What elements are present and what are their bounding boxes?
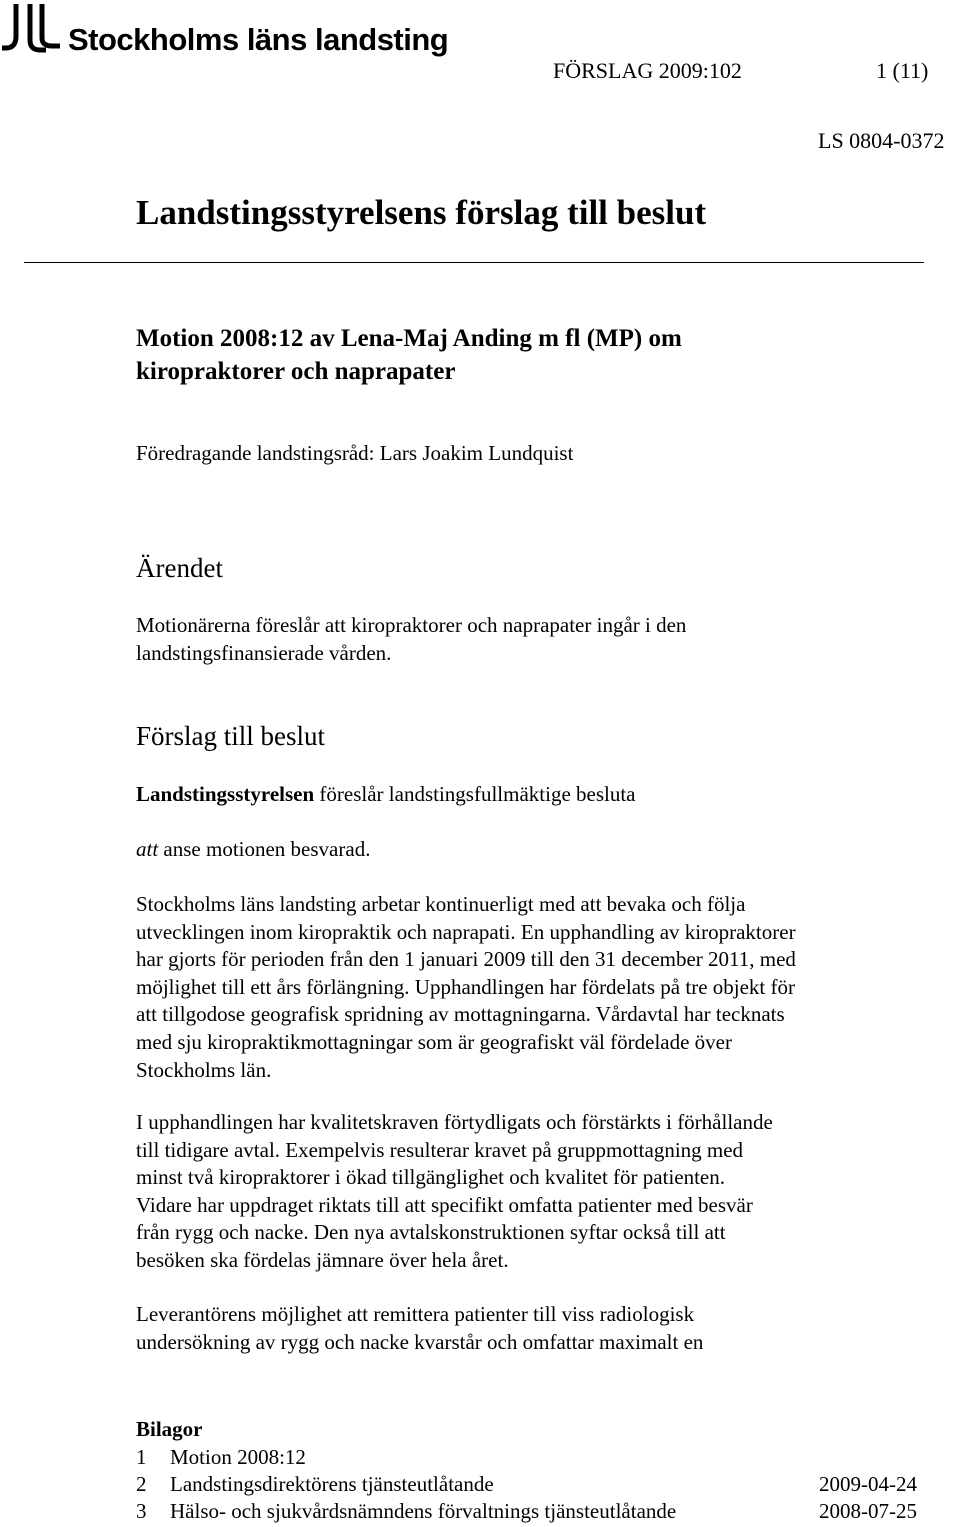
attachment-number: 3 [136,1499,147,1523]
text-line: med sju kiropraktikmottagningar som är geografiskt väl fördelade över [136,1029,732,1054]
text-line: Stockholms län. [136,1057,272,1082]
motion-title-line: kiropraktorer och naprapater [136,358,456,385]
text-line: Stockholms läns landsting arbetar kontinuerligt med att bevaka och följa [136,892,746,916]
att-keyword: att [136,837,159,861]
proposal-body-rest: föreslår landstingsfullmäktige besluta [314,782,636,806]
reference-number: LS 0804-0372 [818,128,945,153]
page-title: Landstingsstyrelsens förslag till beslut [136,193,707,232]
text-line: till tidigare avtal. Exempelvis resulterar kravet på gruppmottagning med [136,1137,744,1162]
attachments-heading: Bilagor [136,1417,203,1441]
attachment-item [136,1445,936,1473]
text-line: besöken ska fördelas jämnare över hela året. [136,1247,509,1272]
text-line: I upphandlingen har kvalitetskraven förtydligats och förstärkts i förhållande [136,1110,773,1134]
presenter: Föredragande landstingsråd: Lars Joakim Lundquist [136,441,574,465]
motion-title-line: Motion 2008:12 av Lena-Maj Anding m fl (MP) om [136,325,682,352]
attachment-date: 2008-07-25 [819,1499,917,1523]
text-line: Vidare har uppdraget riktats till att specifikt omfatta patienter med besvär [136,1192,753,1217]
text-line: Motionärerna föreslår att kiropraktorer och naprapater ingår i den [136,613,687,637]
proposal-att [136,836,876,864]
page-number: 1 (11) [876,58,929,83]
body-paragraph [136,1301,876,1356]
proposal-body [136,781,876,809]
attachment-number: 2 [136,1472,147,1496]
proposal-subject: Landstingsstyrelsen [136,782,315,806]
text-line: har gjorts för perioden från den 1 januari 2009 till den 31 december 2011, med [136,947,796,972]
text-line: att tillgodose geografisk spridning av mottagningarna. Vårdavtal har tecknats [136,1002,785,1027]
attachment-number: 1 [136,1445,147,1469]
attachment-title: Landstingsdirektörens tjänsteutlåtande [170,1472,494,1496]
attachment-title: Hälso- och sjukvårdsnämndens förvaltnings tjänsteutlåtande [170,1499,677,1523]
text-line [136,836,876,864]
proposal-heading: Förslag till beslut [136,721,325,751]
att-rest: anse motionen besvarad. [158,837,371,861]
attachment-title: Motion 2008:12 [170,1445,306,1469]
attachment-item [136,1499,936,1527]
attachment-item [136,1472,936,1500]
sll-logo-icon [0,2,66,58]
arendet-heading: Ärendet [136,553,223,583]
document-id: FÖRSLAG 2009:102 [553,58,742,83]
attachment-date: 2009-04-24 [819,1472,917,1496]
text-line: minst två kiropraktorer i ökad tillgänglighet och kvalitet för patienten. [136,1165,726,1190]
text-line: möjlighet till ett års förlängning. Upphandlingen har fördelats på tre objekt för [136,974,795,999]
body-paragraph [136,891,876,1084]
body-paragraph [136,1109,876,1275]
text-line: Leverantörens möjlighet att remittera patienter till viss radiologisk [136,1302,695,1326]
text-line: från rygg och nacke. Den nya avtalskonstruktionen syftar också till att [136,1220,726,1245]
text-line [136,781,876,809]
text-line: landstingsfinansierade vården. [136,640,392,665]
organization-name: Stockholms läns landsting [68,22,449,57]
arendet-text [136,612,876,667]
text-line: utvecklingen inom kiropraktik och naprapati. En upphandling av kiropraktorer [136,919,796,944]
text-line: undersökning av rygg och nacke kvarstår och omfattar maximalt en [136,1329,704,1354]
motion-title [136,322,682,388]
title-divider [24,262,924,263]
